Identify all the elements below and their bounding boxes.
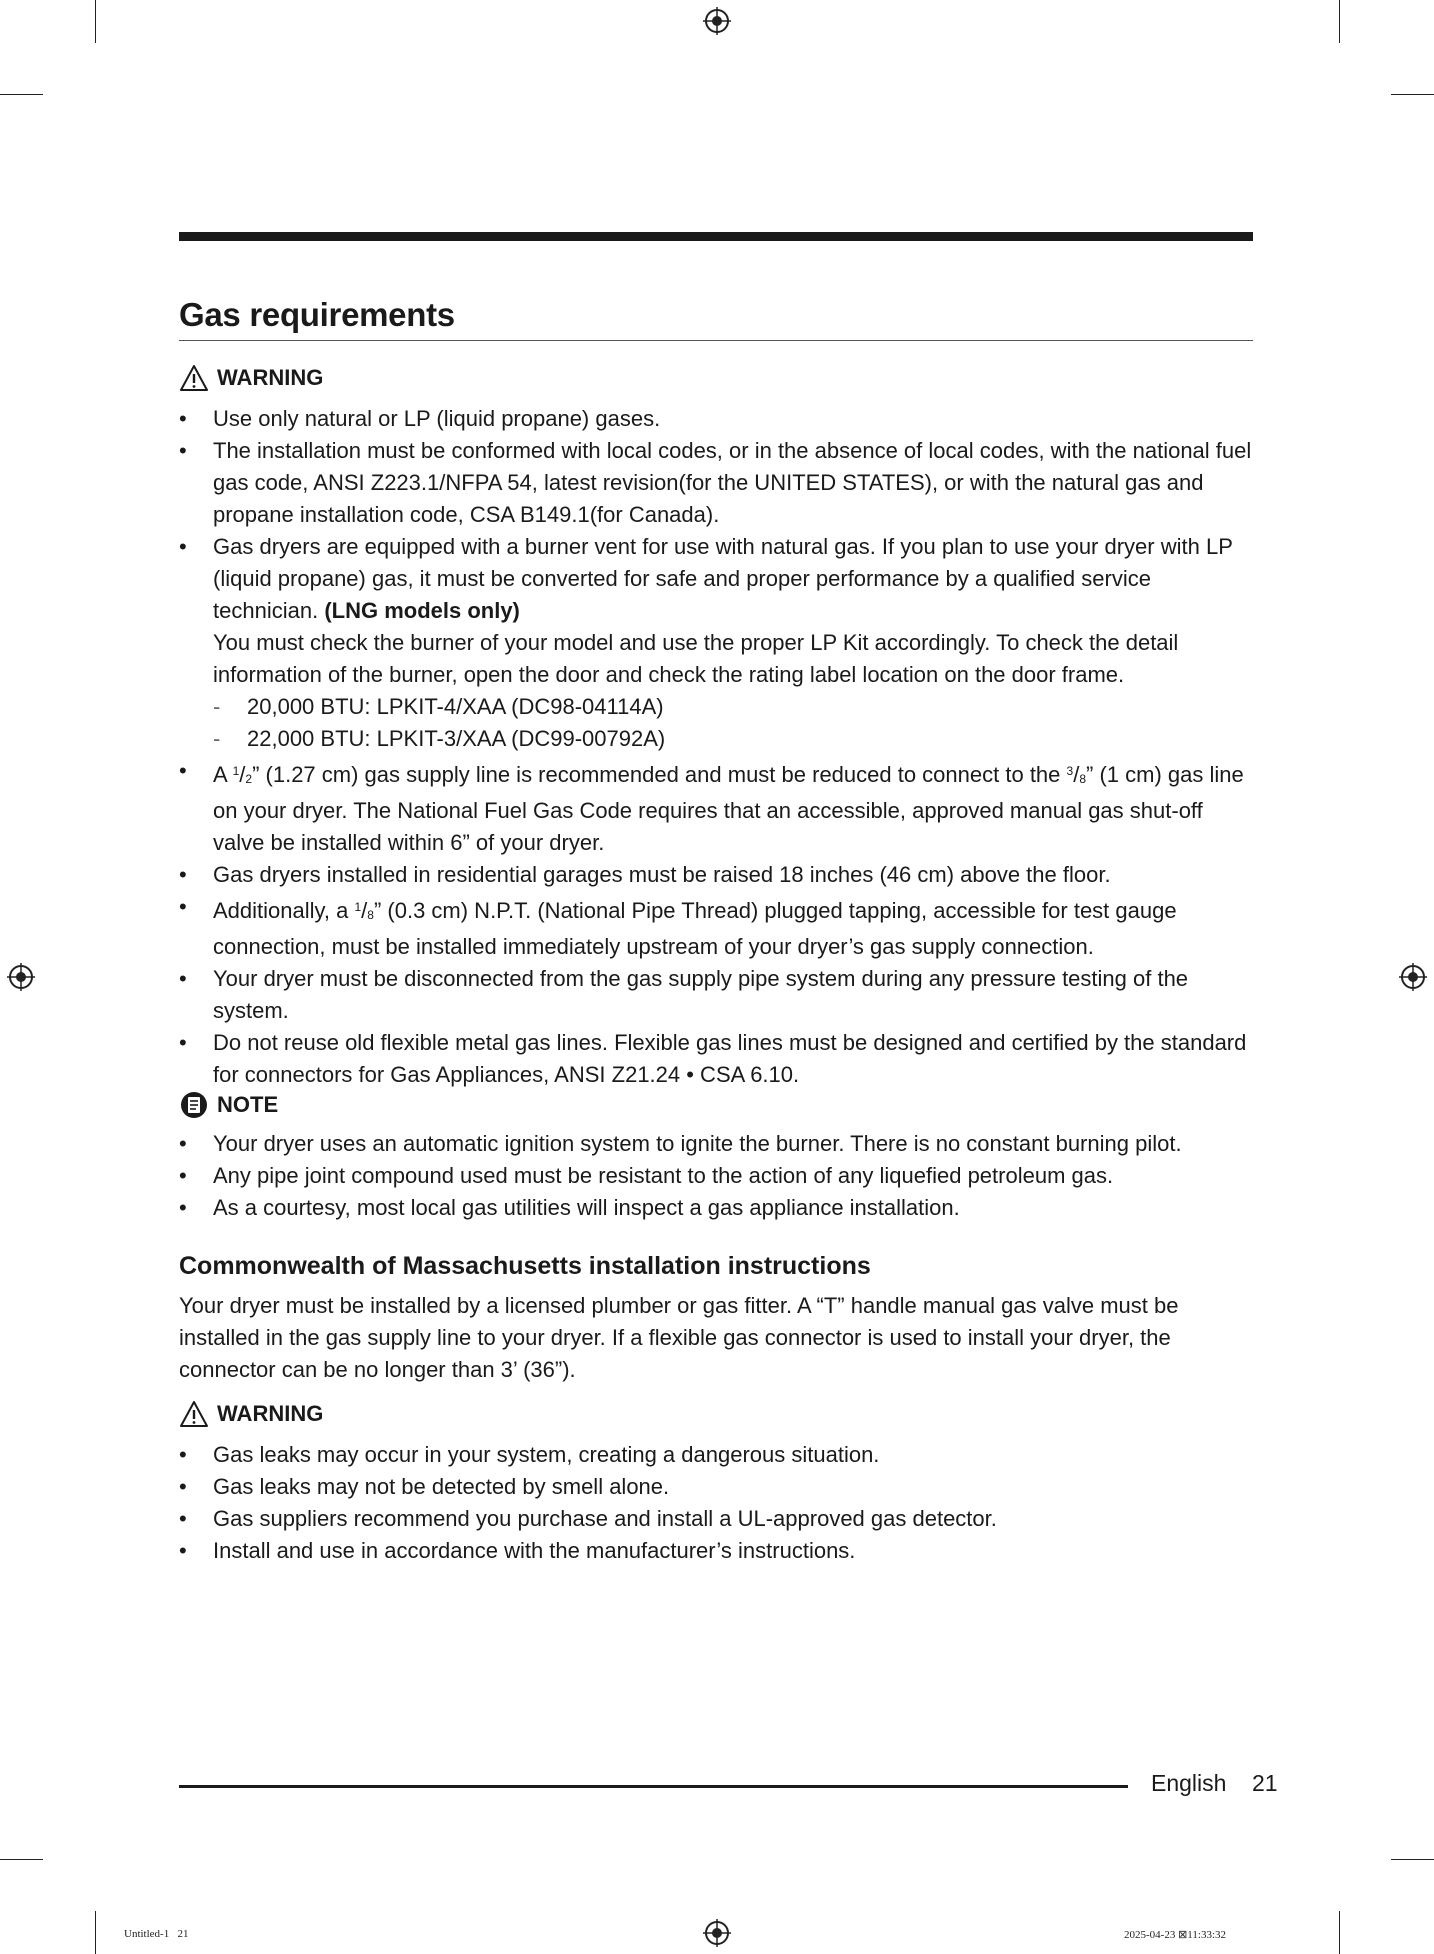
- text-run: ” (0.3 cm) N.P.T. (National Pipe Thread) plugged tapping, accessible for test gauge connection, must be installed immediately upstream of your dryer’s gas supply connection.: [213, 898, 1177, 959]
- fraction-numerator: 3: [1066, 764, 1074, 778]
- fraction-numerator: 1: [354, 900, 362, 914]
- print-slug-glyph: ⊠: [1178, 1929, 1188, 1941]
- lp-kit-item: - 20,000 BTU: LPKIT-4/XAA (DC98-04114A): [213, 691, 1259, 723]
- list-item: • Do not reuse old flexible metal gas lines. Flexible gas lines must be designed and certified by the standard for connectors for Gas Appliances, ANSI Z21.24 • CSA 6.10.: [179, 1027, 1259, 1091]
- crop-mark: [1391, 1859, 1434, 1860]
- page-title: Gas requirements: [179, 296, 455, 333]
- crop-mark: [0, 1859, 43, 1860]
- lng-models-note: (LNG models only): [324, 598, 520, 623]
- section-top-bar: [179, 232, 1253, 241]
- lp-kit-item: - 22,000 BTU: LPKIT-3/XAA (DC99-00792A): [213, 723, 1259, 755]
- crop-mark: [95, 1911, 96, 1954]
- list-item: • Gas suppliers recommend you purchase and install a UL-approved gas detector.: [179, 1503, 1259, 1535]
- text-run: ” (1 cm) gas line on your dryer. The National Fuel Gas Code requires that an accessible, approved manual gas shut-off valve be installed within 6” of your dryer.: [213, 762, 1244, 855]
- massachusetts-paragraph: Your dryer must be installed by a licensed plumber or gas fitter. A “T” handle manual gas valve must be installed in the gas supply line to your dryer. If a flexible gas connector is used to install your dryer, the connector can be no longer than 3’ (36”).: [179, 1293, 1179, 1382]
- print-slug-date: 2025-04-23: [1124, 1929, 1176, 1941]
- footer-rule: [179, 1785, 1128, 1788]
- fraction-denominator: 2: [245, 772, 253, 786]
- note-label: NOTE: [217, 1092, 279, 1117]
- crop-mark: [95, 0, 96, 43]
- crop-mark: [1339, 1911, 1340, 1954]
- list-item: • As a courtesy, most local gas utilities will inspect a gas appliance installation.: [179, 1192, 1259, 1224]
- crop-mark: [0, 94, 43, 95]
- title-underline: [179, 340, 1253, 341]
- list-item: • Additionally, a $^1/_8$” (0.3 cm) N.P.T. (National Pipe Thread) plugged tapping, accessible for test gauge connection, must be installed immediately upstream of your dryer’s gas supply connection.: [179, 891, 1259, 963]
- warning-triangle-icon: [179, 363, 209, 393]
- text-run: A: [213, 762, 233, 787]
- list-item: • The installation must be conformed with local codes, or in the absence of local codes, with the national fuel gas code, ANSI Z223.1/NFPA 54, latest revision(for the UNITED STATES), or with the natural gas and propane installation code, CSA B149.1(for Canada).: [179, 435, 1259, 531]
- warning-label: WARNING: [217, 1401, 324, 1426]
- text-run: ” (1.27 cm) gas supply line is recommended and must be reduced to connect to the: [252, 762, 1067, 787]
- list-item: [179, 531, 1259, 755]
- warning-label: WARNING: [217, 365, 324, 390]
- print-slug-datetime: [1124, 1928, 1226, 1941]
- fraction-denominator: 8: [1079, 772, 1087, 786]
- lp-kit-list: [213, 691, 1259, 755]
- list-item: • Use only natural or LP (liquid propane) gases.: [179, 403, 1259, 435]
- burner-detail-text: You must check the burner of your model and use the proper LP Kit accordingly. To check the detail information of the burner, open the door and check the rating label location on the door frame.: [213, 630, 1179, 687]
- list-item: • Any pipe joint compound used must be resistant to the action of any liquefied petroleum gas.: [179, 1160, 1259, 1192]
- warning-list: [179, 1439, 1259, 1567]
- registration-mark-icon: [702, 6, 732, 36]
- subsection-heading: Commonwealth of Massachusetts installation instructions: [179, 1252, 871, 1280]
- list-item: • Gas leaks may occur in your system, creating a dangerous situation.: [179, 1439, 1259, 1471]
- warning-callout: [179, 363, 323, 393]
- note-icon: [179, 1090, 209, 1120]
- print-slug-time: 11:33:32: [1187, 1929, 1227, 1941]
- warning-triangle-icon: [179, 1399, 209, 1429]
- registration-mark-icon: [6, 962, 36, 992]
- list-item: • A $^1/_2$” (1.27 cm) gas supply line is recommended and must be reduced to connect to the $^3/_8$” (1 cm) gas line on your dryer. The National Fuel Gas Code requires that an accessible, approved manual gas shut-off valve be installed within 6” of your dryer.: [179, 755, 1259, 859]
- lp-conversion-text: Gas dryers are equipped with a burner vent for use with natural gas. If you plan to use your dryer with LP (liquid propane) gas, it must be converted for safe and proper performance by a qualified service technician.: [213, 534, 1233, 623]
- list-item: • Your dryer must be disconnected from the gas supply pipe system during any pressure testing of the system.: [179, 963, 1259, 1027]
- text-run: Additionally, a: [213, 898, 355, 923]
- warning-callout: [179, 1399, 323, 1429]
- list-item: • Gas leaks may not be detected by smell alone.: [179, 1471, 1259, 1503]
- crop-mark: [1391, 94, 1434, 95]
- footer-language: English: [1151, 1770, 1227, 1796]
- warning-list: [179, 403, 1259, 1091]
- fraction-denominator: 8: [367, 908, 374, 922]
- list-item: • Your dryer uses an automatic ignition system to ignite the burner. There is no constant burning pilot.: [179, 1128, 1259, 1160]
- note-callout: [179, 1090, 278, 1120]
- crop-mark: [1339, 0, 1340, 43]
- note-list: [179, 1128, 1259, 1224]
- page-number: 21: [1252, 1770, 1278, 1796]
- list-item: • Install and use in accordance with the manufacturer’s instructions.: [179, 1535, 1259, 1567]
- fraction-numerator: 1: [232, 764, 240, 778]
- registration-mark-icon: [702, 1918, 732, 1948]
- print-slug-file: Untitled-1 21: [124, 1928, 189, 1940]
- list-item: • Gas dryers installed in residential garages must be raised 18 inches (46 cm) above the floor.: [179, 859, 1259, 891]
- registration-mark-icon: [1398, 962, 1428, 992]
